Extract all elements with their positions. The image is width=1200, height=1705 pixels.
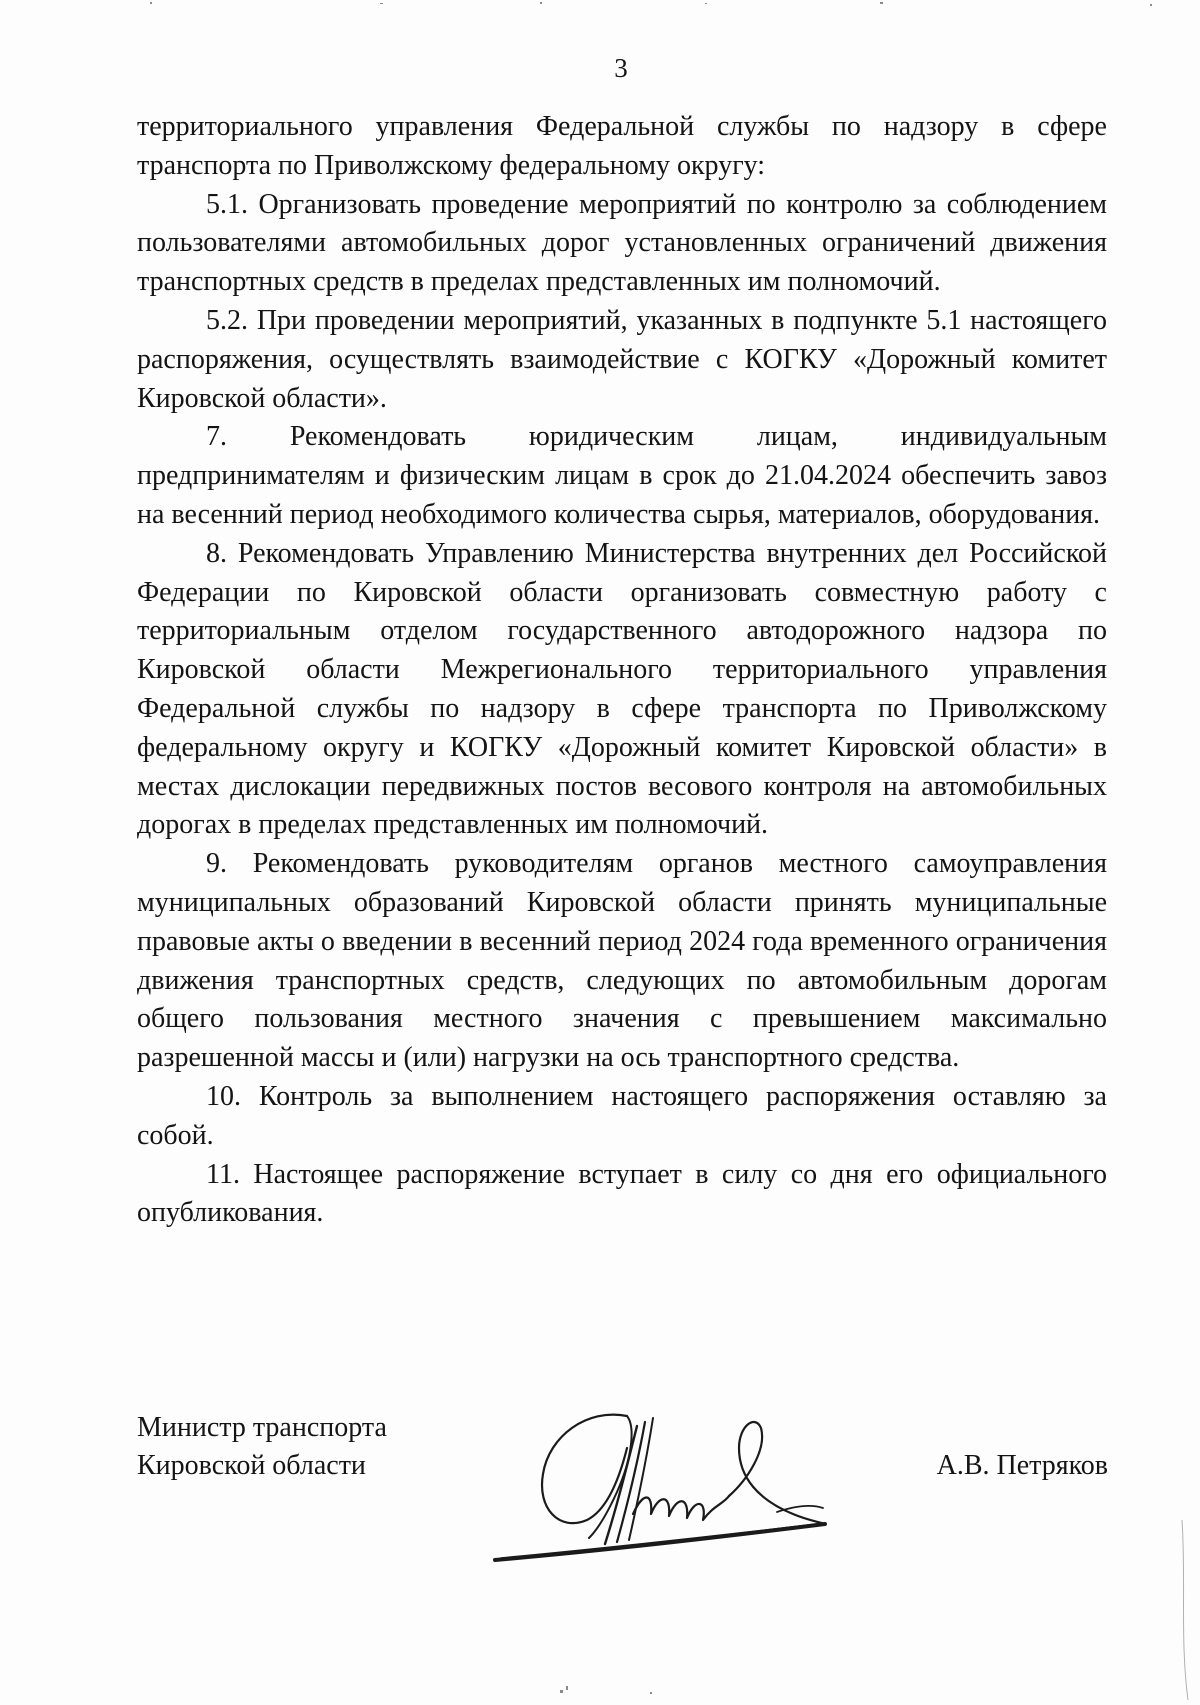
paragraph-continuation: территориального управления Федеральной службы по надзору в сфере транспорта по Приволжскому федеральному округу: (137, 111, 1107, 181)
signer-position-line-1: Министр транспорта (137, 1412, 387, 1443)
paragraph-11: 11. Настоящее распоряжение вступает в силу со дня его официального опубликования. (137, 1158, 1107, 1229)
paragraph-8: 8. Рекомендовать Управлению Министерства внутренних дел Российской Федерации по Кировской области организовать совместную работу с территориальным отделом государственного автодорожного надзора по Кировской области Межрегионального территориального управления Федеральной службы по надзору в сфере транспорта по Приволжскому федеральному округу и КОГКУ «Дорожный комитет Кировской области» в местах дислокации передвижных постов весового контроля на автомобильных дорогах в пределах представленных им полномочий. (137, 537, 1107, 841)
paragraph-9: 9. Рекомендовать руководителям органов местного самоуправления муниципальных образований Кировской области принять муниципальные правовые акты о введении в весенний период 2024 года временного ограничения движения транспортных средств, следующих по автомобильным дорогам общего пользования местного значения с превышением максимально разрешенной массы и (или) нагрузки на ось транспортного средства. (137, 848, 1107, 1074)
paragraph-7: 7. Рекомендовать юридическим лицам, индивидуальным предпринимателям и физическим лицам в срок до 21.04.2024 обеспечить завоз на весенний период необходимого количества сырья, материалов, оборудования. (137, 421, 1107, 530)
handwritten-signature (477, 1396, 897, 1568)
page-number: 3 (614, 53, 628, 83)
paragraph-10: 10. Контроль за выполнением настоящего распоряжения оставляю за собой. (137, 1080, 1107, 1151)
document-body (137, 108, 1107, 1233)
signer-position-line-2: Кировской области (137, 1450, 366, 1481)
signer-name: А.В. Петряков (936, 1450, 1108, 1481)
signature-block (137, 1409, 1107, 1569)
paragraph-5-2: 5.2. При проведении мероприятий, указанных в подпункте 5.1 настоящего распоряжения, осуществлять взаимодействие с КОГКУ «Дорожный комитет Кировской области». (137, 304, 1107, 414)
signer-position (137, 1409, 387, 1485)
paragraph-5-1: 5.1. Организовать проведение мероприятий по контролю за соблюдением пользователями автомобильных дорог установленных ограничений движения транспортных средств в пределах представленных им полномочий. (137, 188, 1107, 298)
